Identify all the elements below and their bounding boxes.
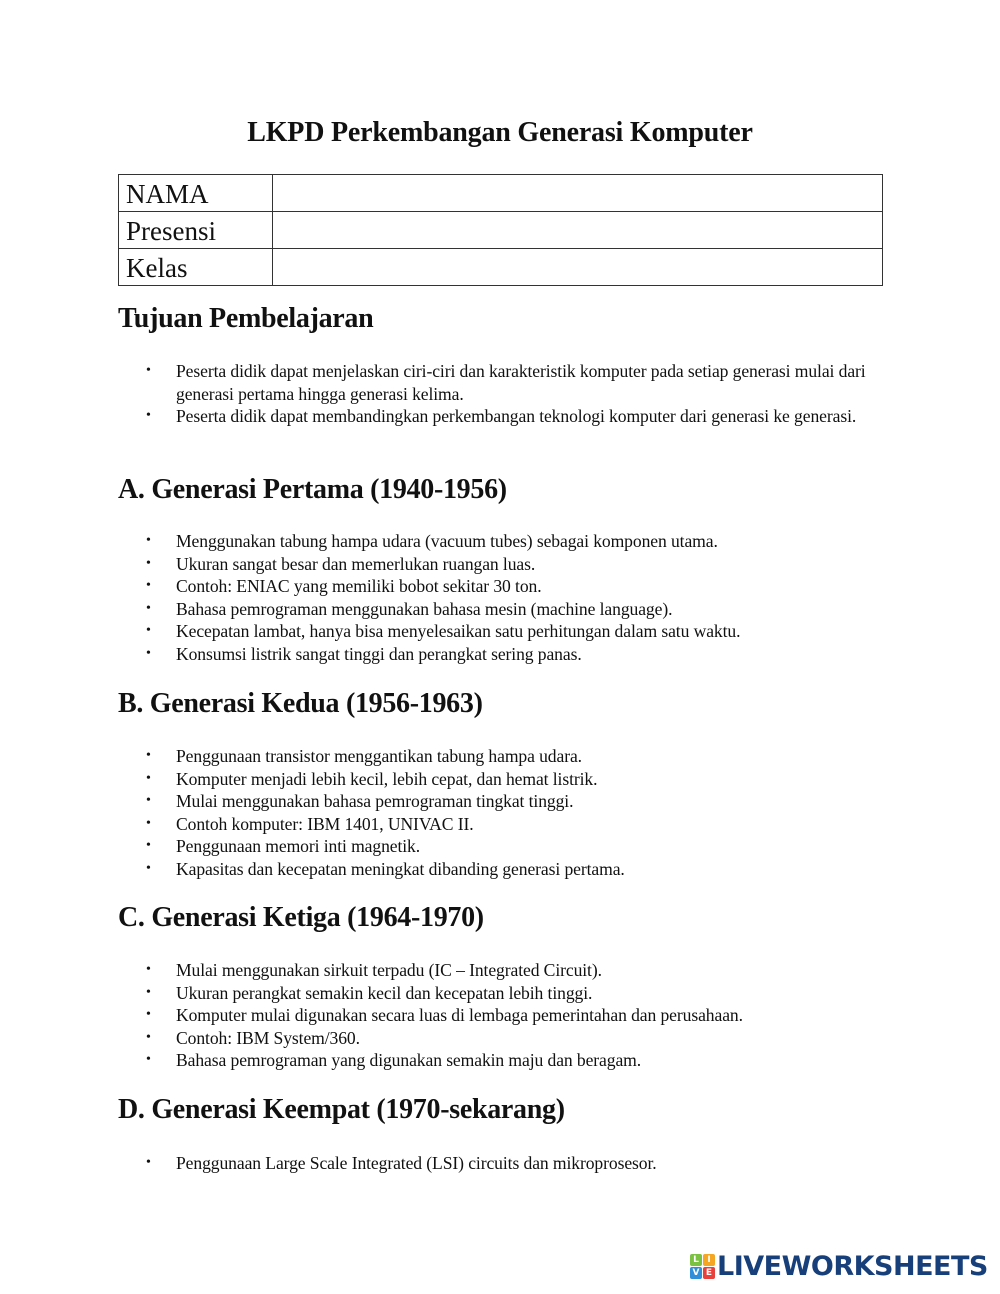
logo-block-v: V	[690, 1267, 702, 1279]
bullet-icon: •	[146, 555, 151, 571]
list-item-text: Ukuran perangkat semakin kecil dan kecepatan lebih tinggi.	[176, 982, 593, 1003]
bullet-icon: •	[146, 815, 151, 831]
list-item-text: Komputer mulai digunakan secara luas di lembaga pemerintahan dan perusahaan.	[176, 1005, 743, 1025]
list-item	[118, 982, 888, 1005]
list-item-text: Menggunakan tabung hampa udara (vacuum tubes) sebagai komponen utama.	[176, 531, 718, 551]
bullet-icon: •	[146, 1029, 151, 1045]
presensi-label: Presensi	[119, 212, 273, 249]
generasi-pertama-list	[118, 530, 888, 665]
generasi-kedua-list	[118, 745, 888, 880]
kelas-cell	[273, 249, 883, 286]
list-item	[118, 530, 888, 553]
list-item	[118, 768, 888, 791]
logo-wordmark: LIVEWORKSHEETS	[717, 1251, 988, 1282]
live-blocks-icon	[690, 1254, 715, 1279]
bullet-icon: •	[146, 623, 151, 638]
list-item-text: Penggunaan transistor menggantikan tabung hampa udara.	[176, 746, 582, 766]
bullet-icon: •	[146, 838, 151, 853]
list-item-text: Komputer menjadi lebih kecil, lebih cepat, dan hemat listrik.	[176, 768, 598, 789]
list-item-text: Peserta didik dapat menjelaskan ciri-ciri dan karakteristik komputer pada setiap generasi mulai dari generasi pertama hingga generasi kelima.	[176, 361, 866, 404]
kelas-label: Kelas	[119, 249, 273, 286]
section-heading-generasi-keempat: D. Generasi Keempat (1970-sekarang)	[118, 1094, 565, 1125]
generasi-ketiga-list	[118, 959, 888, 1072]
section-heading-generasi-ketiga: C. Generasi Ketiga (1964-1970)	[118, 902, 484, 933]
bullet-icon: •	[146, 363, 151, 378]
list-item	[118, 360, 888, 405]
bullet-icon: •	[146, 600, 151, 616]
list-item-text: Mulai menggunakan sirkuit terpadu (IC – Integrated Circuit).	[176, 960, 602, 980]
bullet-icon: •	[146, 793, 151, 808]
list-item	[118, 1027, 888, 1050]
list-item-text: Konsumsi listrik sangat tinggi dan perangkat sering panas.	[176, 643, 582, 664]
list-item	[118, 643, 888, 666]
bullet-icon: •	[146, 860, 151, 876]
list-item	[118, 575, 888, 598]
list-item-text: Ukuran sangat besar dan memerlukan ruangan luas.	[176, 553, 536, 574]
list-item	[118, 405, 888, 428]
presensi-input[interactable]	[273, 215, 882, 248]
bullet-icon: •	[146, 1007, 151, 1022]
list-item-text: Bahasa pemrograman yang digunakan semakin maju dan beragam.	[176, 1050, 642, 1070]
bullet-icon: •	[146, 1052, 151, 1067]
list-item-text: Contoh komputer: IBM 1401, UNIVAC II.	[176, 813, 474, 834]
student-identity-table	[118, 174, 883, 286]
logo-block-l: L	[690, 1254, 702, 1266]
bullet-icon: •	[146, 748, 151, 763]
list-item	[118, 620, 888, 643]
nama-label: NAMA	[119, 175, 273, 212]
section-heading-generasi-kedua: B. Generasi Kedua (1956-1963)	[118, 688, 483, 719]
bullet-icon: •	[146, 645, 151, 661]
list-item-text: Penggunaan Large Scale Integrated (LSI) circuits dan mikroprosesor.	[176, 1153, 657, 1173]
list-item	[118, 1049, 888, 1072]
list-item	[118, 813, 888, 836]
list-item	[118, 553, 888, 576]
bullet-icon: •	[146, 770, 151, 786]
list-item-text: Kecepatan lambat, hanya bisa menyelesaikan satu perhitungan dalam satu waktu.	[176, 621, 741, 641]
identity-row-kelas	[119, 249, 883, 286]
nama-cell	[273, 175, 883, 212]
bullet-icon: •	[146, 984, 151, 1000]
nama-input[interactable]	[273, 178, 882, 211]
kelas-input[interactable]	[273, 252, 882, 285]
list-item-text: Peserta didik dapat membandingkan perkembangan teknologi komputer dari generasi ke generasi.	[176, 406, 857, 426]
liveworksheets-logo[interactable]	[690, 1253, 988, 1280]
learning-objectives-heading: Tujuan Pembelajaran	[118, 303, 374, 334]
list-item	[118, 858, 888, 881]
bullet-icon: •	[146, 533, 151, 548]
list-item-text: Penggunaan memori inti magnetik.	[176, 836, 421, 856]
list-item	[118, 959, 888, 982]
list-item	[118, 790, 888, 813]
learning-objectives-list	[118, 360, 888, 428]
list-item	[118, 1152, 888, 1175]
bullet-icon: •	[146, 408, 151, 423]
bullet-icon: •	[146, 1155, 151, 1170]
list-item	[118, 745, 888, 768]
worksheet-title: LKPD Perkembangan Generasi Komputer	[247, 117, 753, 148]
list-item	[118, 1004, 888, 1027]
list-item-text: Bahasa pemrograman menggunakan bahasa mesin (machine language).	[176, 598, 673, 619]
bullet-icon: •	[146, 962, 151, 977]
bullet-icon: •	[146, 578, 151, 593]
presensi-cell	[273, 212, 883, 249]
list-item	[118, 598, 888, 621]
list-item-text: Kapasitas dan kecepatan meningkat dibanding generasi pertama.	[176, 858, 625, 879]
list-item-text: Contoh: IBM System/360.	[176, 1027, 360, 1048]
identity-row-presensi	[119, 212, 883, 249]
generasi-keempat-list	[118, 1152, 888, 1175]
list-item-text: Mulai menggunakan bahasa pemrograman tingkat tinggi.	[176, 791, 574, 811]
identity-row-nama	[119, 175, 883, 212]
logo-block-e: E	[703, 1267, 715, 1279]
list-item	[118, 835, 888, 858]
list-item-text: Contoh: ENIAC yang memiliki bobot sekitar 30 ton.	[176, 576, 542, 596]
section-heading-generasi-pertama: A. Generasi Pertama (1940-1956)	[118, 474, 507, 505]
logo-block-i: I	[703, 1254, 715, 1266]
